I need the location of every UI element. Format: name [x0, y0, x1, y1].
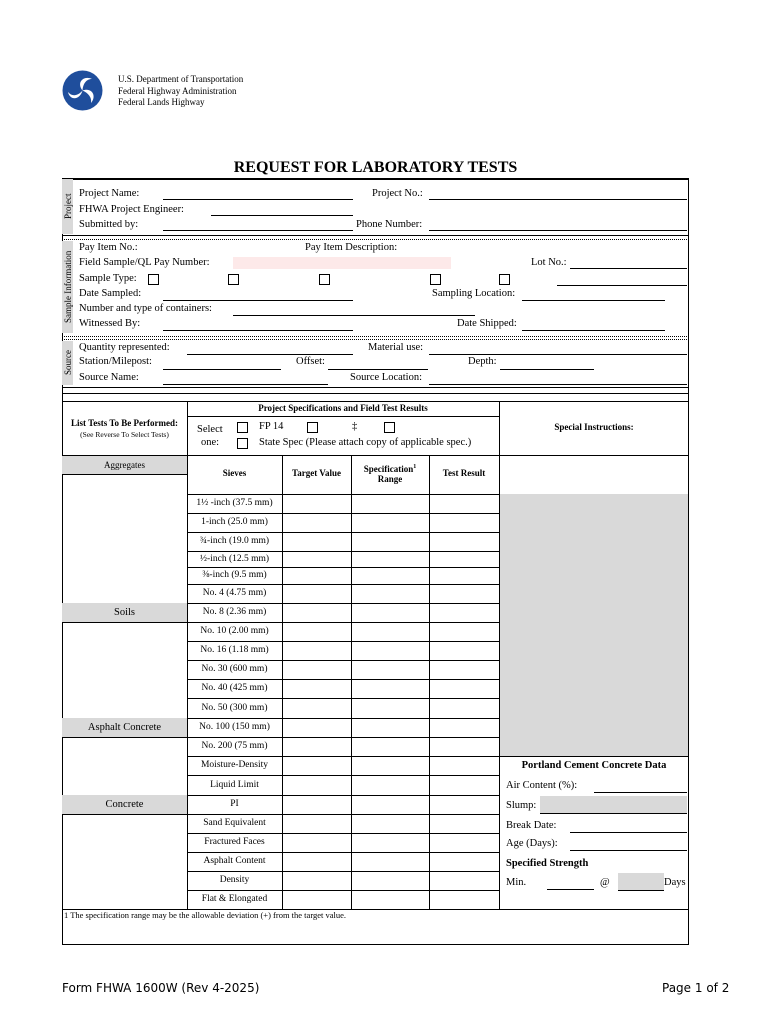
page-number: Page 1 of 2 [662, 981, 730, 995]
spec-option-2-label: ‡ [352, 421, 358, 432]
slump-label: Slump: [506, 800, 537, 811]
engineer-field[interactable] [211, 204, 353, 216]
target-cell[interactable] [283, 495, 351, 513]
test-result-cell[interactable] [430, 623, 499, 641]
source-name-field[interactable] [163, 373, 328, 385]
target-cell[interactable] [283, 699, 351, 718]
containers-label: Number and type of containers: [79, 303, 212, 314]
sample-type-checkbox-5[interactable] [499, 274, 510, 285]
depth-label: Depth: [468, 356, 497, 367]
sample-bottom-dotted [62, 336, 689, 337]
list-tests-title: List Tests To Be Performed: [71, 418, 178, 428]
target-cell[interactable] [283, 891, 351, 909]
sample-type-label: Sample Type: [79, 273, 137, 284]
source-top-dotted [62, 339, 689, 340]
form-number: Form FHWA 1600W (Rev 4-2025) [62, 981, 260, 995]
material-use-field[interactable] [429, 343, 687, 355]
target-cell[interactable] [283, 585, 351, 603]
spec-range-cell[interactable] [352, 585, 429, 603]
break-date-label: Break Date: [506, 820, 557, 831]
days-field[interactable] [618, 873, 664, 891]
select-label: Select [197, 424, 223, 435]
frame-right-rule [688, 178, 689, 945]
test-result-cell[interactable] [430, 872, 499, 890]
project-bottom-rule [62, 235, 689, 236]
test-result-cell[interactable] [430, 891, 499, 909]
target-cell[interactable] [283, 834, 351, 852]
project-name-field[interactable] [163, 188, 353, 200]
spec-range-cell[interactable] [352, 699, 429, 718]
special-instructions-label: Special Instructions: [554, 422, 634, 432]
sampling-location-field[interactable] [522, 289, 665, 301]
air-content-label: Air Content (%): [506, 780, 578, 791]
date-shipped-field[interactable] [522, 319, 665, 331]
spec-range-cell[interactable] [352, 533, 429, 551]
col-spec-footnote-mark: 1 [413, 464, 417, 470]
test-row-label: No. 100 (150 mm) [199, 722, 270, 732]
test-row-label: No. 40 (425 mm) [201, 683, 268, 693]
spec-range-cell[interactable] [352, 661, 429, 679]
test-result-cell[interactable] [430, 699, 499, 718]
submitted-by-field[interactable] [163, 219, 353, 231]
source-section-label: Source [63, 350, 73, 376]
col-target-header: Target Value [292, 468, 341, 478]
pay-item-no-field[interactable] [143, 242, 303, 253]
sample-type-checkbox-3[interactable] [319, 274, 330, 285]
target-cell[interactable] [283, 552, 351, 567]
witnessed-by-label: Witnessed By: [79, 318, 141, 329]
break-date-field[interactable] [570, 821, 687, 833]
test-row-label: Flat & Elongated [201, 894, 268, 904]
frame-top-rule [62, 178, 689, 180]
fhwa-logo [62, 70, 103, 111]
sampling-location-label: Sampling Location: [432, 288, 516, 299]
category-aggregates: Aggregates [62, 456, 187, 474]
test-result-cell[interactable] [430, 495, 499, 513]
test-row-label: Asphalt Content [203, 856, 266, 866]
air-content-field[interactable] [594, 781, 687, 793]
at-label: @ [600, 877, 610, 888]
target-cell[interactable] [283, 623, 351, 641]
spec-range-cell[interactable] [352, 642, 429, 660]
target-cell[interactable] [283, 533, 351, 551]
spec-range-cell[interactable] [352, 815, 429, 833]
col-result-header: Test Result [442, 468, 486, 478]
test-result-cell[interactable] [430, 552, 499, 567]
days-label: Days [664, 877, 686, 888]
station-field[interactable] [163, 358, 281, 370]
test-result-cell[interactable] [430, 514, 499, 532]
project-name-label: Project Name: [79, 188, 140, 199]
spec-range-cell[interactable] [352, 568, 429, 584]
test-row-label: No. 16 (1.18 mm) [200, 645, 269, 655]
date-sampled-label: Date Sampled: [79, 288, 142, 299]
spec-range-cell[interactable] [352, 514, 429, 532]
agency-line-3: Federal Lands Highway [118, 97, 205, 107]
test-result-cell[interactable] [430, 680, 499, 698]
test-row-label: ⅜-inch (9.5 mm) [202, 570, 267, 580]
col-range-header: Range [377, 474, 403, 484]
engineer-label: FHWA Project Engineer: [79, 204, 184, 215]
min-strength-field[interactable] [547, 878, 594, 890]
test-result-cell[interactable] [430, 757, 499, 775]
test-row-label: PI [230, 799, 239, 809]
sample-type-checkbox-4[interactable] [430, 274, 441, 285]
field-sample-label: Field Sample/QL Pay Number: [79, 257, 210, 268]
material-use-label: Material use: [368, 342, 424, 353]
offset-field[interactable] [328, 358, 428, 370]
test-row-label: 1-inch (25.0 mm) [201, 517, 268, 527]
target-cell[interactable] [283, 661, 351, 679]
lot-no-field[interactable] [570, 257, 687, 269]
test-row-label: No. 8 (2.36 mm) [202, 607, 267, 617]
fp14-label: FP 14 [259, 421, 284, 432]
spec-range-cell[interactable] [352, 552, 429, 567]
spec-range-cell[interactable] [352, 776, 429, 795]
depth-field[interactable] [500, 358, 594, 370]
age-label: Age (Days): [506, 838, 558, 849]
state-spec-label: State Spec (Please attach copy of applicable spec.) [259, 437, 472, 448]
target-cell[interactable] [283, 680, 351, 698]
target-cell[interactable] [283, 738, 351, 756]
spec-range-cell[interactable] [352, 872, 429, 890]
spec-header: Project Specifications and Field Test Results [258, 403, 428, 413]
source-name-label: Source Name: [79, 372, 139, 383]
spec-range-cell[interactable] [352, 738, 429, 756]
spec-range-cell[interactable] [352, 834, 429, 852]
test-result-cell[interactable] [430, 604, 499, 622]
test-row-label: No. 50 (300 mm) [201, 703, 268, 713]
test-result-cell[interactable] [430, 815, 499, 833]
spec-range-cell[interactable] [352, 495, 429, 513]
special-instructions-field[interactable] [500, 494, 688, 756]
station-label: Station/Milepost: [79, 356, 152, 367]
category-soils-rule [62, 622, 187, 623]
spec-range-cell[interactable] [352, 719, 429, 737]
target-cell[interactable] [283, 872, 351, 890]
quantity-field[interactable] [187, 343, 353, 355]
slump-field[interactable] [540, 796, 687, 814]
target-cell[interactable] [283, 514, 351, 532]
test-row-label: Fractured Faces [204, 837, 265, 847]
agency-line-2: Federal Highway Administration [118, 86, 237, 96]
test-result-cell[interactable] [430, 568, 499, 584]
target-cell[interactable] [283, 853, 351, 871]
lot-no-label: Lot No.: [531, 257, 567, 268]
target-cell[interactable] [283, 776, 351, 795]
target-cell[interactable] [283, 796, 351, 814]
pay-item-desc-field[interactable] [405, 242, 687, 253]
test-result-cell[interactable] [430, 853, 499, 871]
test-row-label: ¾-inch (19.0 mm) [199, 536, 270, 546]
spec-range-cell[interactable] [352, 891, 429, 909]
spec-range-cell[interactable] [352, 853, 429, 871]
test-row-label: No. 10 (2.00 mm) [200, 626, 269, 636]
target-cell[interactable] [283, 568, 351, 584]
project-no-field[interactable] [429, 188, 687, 200]
test-result-cell[interactable] [430, 719, 499, 737]
offset-label: Offset: [296, 356, 325, 367]
sample-section-label: Sample Information [63, 250, 73, 324]
test-row-label: Moisture-Density [200, 760, 269, 770]
source-bottom-rule-2 [62, 393, 689, 394]
test-row-label: Density [219, 875, 250, 885]
date-shipped-label: Date Shipped: [457, 318, 517, 329]
quantity-label: Quantity represented: [79, 342, 170, 353]
test-result-cell[interactable] [430, 585, 499, 603]
date-sampled-field[interactable] [163, 289, 353, 301]
category-aggregates-rule [62, 474, 187, 475]
phone-field[interactable] [429, 219, 687, 231]
min-label: Min. [506, 877, 527, 888]
sample-type-checkbox-2[interactable] [228, 274, 239, 285]
category-asphalt-rule [62, 737, 187, 738]
col-spec-text: Specification [363, 464, 414, 474]
test-result-cell[interactable] [430, 776, 499, 795]
test-row-label: Liquid Limit [210, 780, 259, 790]
spec-header-rule [187, 416, 499, 417]
pay-item-desc-label: Pay Item Description: [305, 242, 398, 253]
test-row-label: 1½ -inch (37.5 mm) [196, 498, 273, 508]
category-asphalt: Asphalt Concrete [62, 718, 187, 737]
target-cell[interactable] [283, 604, 351, 622]
spec-range-cell[interactable] [352, 757, 429, 775]
specified-strength-label: Specified Strength [506, 858, 589, 869]
target-cell[interactable] [283, 642, 351, 660]
test-row-label: No. 30 (600 mm) [201, 664, 268, 674]
spec-option-3-checkbox[interactable] [384, 422, 395, 433]
target-cell[interactable] [283, 757, 351, 775]
containers-field[interactable] [233, 304, 475, 316]
spec-range-cell[interactable] [352, 604, 429, 622]
tests-top-rule [62, 401, 689, 402]
witnessed-by-field[interactable] [163, 319, 353, 331]
test-result-cell[interactable] [430, 738, 499, 756]
project-no-label: Project No.: [372, 188, 423, 199]
field-sample-field[interactable] [233, 257, 451, 269]
sample-type-checkbox-1[interactable] [148, 274, 159, 285]
test-result-cell[interactable] [430, 661, 499, 679]
phone-label: Phone Number: [356, 219, 423, 230]
test-row-label: ½-inch (12.5 mm) [199, 554, 270, 564]
fp14-checkbox[interactable] [237, 422, 248, 433]
test-row-label: Sand Equivalent [203, 818, 266, 828]
test-result-cell[interactable] [430, 642, 499, 660]
age-field[interactable] [570, 839, 687, 851]
test-result-cell[interactable] [430, 796, 499, 814]
test-result-cell[interactable] [430, 533, 499, 551]
target-cell[interactable] [283, 719, 351, 737]
col-sieves-header: Sieves [222, 468, 247, 478]
category-concrete-rule [62, 814, 187, 815]
target-cell[interactable] [283, 815, 351, 833]
category-concrete: Concrete [62, 795, 187, 814]
spec-option-2-checkbox[interactable] [307, 422, 318, 433]
list-tests-sub: (See Reverse To Select Tests) [80, 430, 169, 439]
category-soils: Soils [62, 603, 187, 622]
spec-range-cell[interactable] [352, 623, 429, 641]
test-row-label: No. 200 (75 mm) [201, 741, 268, 751]
sample-top-dotted [62, 239, 689, 240]
state-spec-checkbox[interactable] [237, 438, 248, 449]
submitted-by-label: Submitted by: [79, 219, 139, 230]
frame-bottom-rule [62, 944, 689, 945]
page-title: REQUEST FOR LABORATORY TESTS [233, 159, 518, 176]
source-location-label: Source Location: [350, 372, 423, 383]
agency-line-1: U.S. Department of Transportation [118, 74, 244, 84]
pay-item-no-label: Pay Item No.: [79, 242, 138, 253]
source-bottom-rule-1 [62, 387, 689, 388]
test-row-label: No. 4 (4.75 mm) [202, 588, 267, 598]
pcc-top-rule [499, 756, 688, 757]
project-section-label: Project [63, 193, 73, 219]
test-result-cell[interactable] [430, 834, 499, 852]
select-one-label: one: [201, 437, 220, 448]
spec-range-cell[interactable] [352, 680, 429, 698]
pcc-title: Portland Cement Concrete Data [521, 760, 667, 771]
spec-range-cell[interactable] [352, 796, 429, 814]
sample-type-other-field[interactable] [557, 274, 687, 286]
footnote: 1 The specification range may be the allowable deviation (+) from the target value. [64, 910, 347, 920]
source-location-field[interactable] [429, 373, 687, 385]
